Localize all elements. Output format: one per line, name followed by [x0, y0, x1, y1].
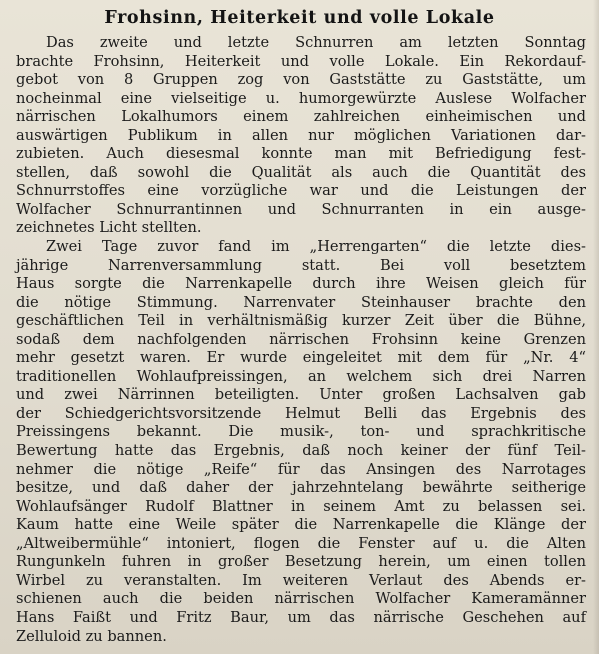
- text-line: Wolfacher Schnurrantinnen und Schnurranten in ein ausge-: [16, 200, 586, 218]
- text-line: nehmer die nötige „Reife“ für das Ansingen des Narrotages: [16, 460, 586, 478]
- text-line: nocheinmal eine vielseitige u. humorgewürzte Auslese Wolfacher: [16, 89, 586, 107]
- text-line: gebot von 8 Gruppen zog von Gaststätte zu Gaststätte, um: [16, 71, 586, 89]
- paper-edge-shadow: [593, 0, 599, 654]
- text-line: zeichnetes Licht stellten.: [16, 219, 202, 237]
- headline: Frohsinn, Heiterkeit und volle Lokale: [104, 8, 495, 28]
- text-line: Kaum hatte eine Weile später die Narrenkapelle die Klänge der: [16, 516, 586, 534]
- text-line: Haus sorgte die Narrenkapelle durch ihre Weisen gleich für: [16, 275, 586, 293]
- text-line: schienen auch die beiden närrischen Wolfacher Kameramänner: [16, 590, 586, 608]
- text-line: Preissingens bekannt. Die musik-, ton- und sprachkritische: [16, 423, 586, 441]
- text-line: sodaß dem nachfolgenden närrischen Frohsinn keine Grenzen: [16, 330, 586, 348]
- text-line: jährige Narrenversammlung statt. Bei voll besetztem: [16, 256, 586, 274]
- text-line: Rungunkeln fuhren in großer Besetzung herein, um einen tollen: [16, 553, 586, 571]
- text-line: zubieten. Auch diesesmal konnte man mit Befriedigung fest-: [16, 145, 586, 163]
- text-line: traditionellen Wohlaufpreissingen, an welchem sich drei Narren: [16, 367, 586, 385]
- text-line: stellen, daß sowohl die Qualität als auch die Quantität des: [16, 163, 586, 181]
- text-line: brachte Frohsinn, Heiterkeit und volle Lokale. Ein Rekordauf-: [16, 52, 586, 70]
- text-line: mehr gesetzt waren. Er wurde eingeleitet mit dem für „Nr. 4“: [16, 349, 586, 367]
- text-line: Wirbel zu veranstalten. Im weiteren Verlaut des Abends er-: [16, 571, 586, 589]
- text-line: Zelluloid zu bannen.: [16, 627, 167, 645]
- text-line: besitze, und daß daher der jahrzehntelang bewährte seitherige: [16, 479, 586, 497]
- text-line: auswärtigen Publikum in allen nur möglichen Variationen dar-: [16, 126, 586, 144]
- text-line: geschäftlichen Teil in verhältnismäßig kurzer Zeit über die Bühne,: [16, 312, 586, 330]
- text-line: Das zweite und letzte Schnurren am letzten Sonntag: [46, 34, 586, 51]
- article-body: [16, 34, 586, 646]
- text-line: Bewertung hatte das Ergebnis, daß noch keiner der fünf Teil-: [16, 442, 586, 460]
- text-line: die nötige Stimmung. Narrenvater Steinhauser brachte den: [16, 293, 586, 311]
- text-line: der Schiedgerichtsvorsitzende Helmut Belli das Ergebnis des: [16, 404, 586, 422]
- text-line: „Altweibermühle“ intoniert, flogen die Fenster auf u. die Alten: [16, 534, 586, 552]
- text-line: närrischen Lokalhumors einem zahlreichen einheimischen und: [16, 108, 586, 126]
- text-line: Hans Faißt und Fritz Baur, um das närrische Geschehen auf: [16, 608, 586, 626]
- text-line: Wohlaufsänger Rudolf Blattner in seinem Amt zu belassen sei.: [16, 497, 586, 515]
- text-line: Zwei Tage zuvor fand im „Herrengarten“ die letzte dies-: [46, 238, 586, 256]
- text-line: Schnurrstoffes eine vorzügliche war und die Leistungen der: [16, 182, 586, 200]
- text-line: und zwei Närrinnen beteiligten. Unter großen Lachsalven gab: [16, 386, 586, 404]
